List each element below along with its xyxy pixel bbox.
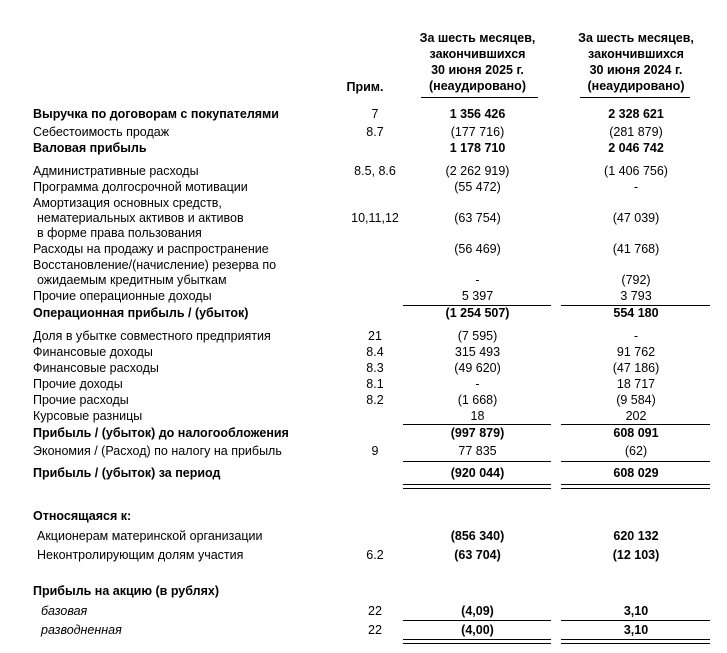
row-label: Акционерам материнской организации: [37, 529, 263, 543]
table-row: [0, 210, 727, 226]
row-label: в форме права пользования: [37, 226, 202, 240]
table-row: [0, 528, 727, 544]
row-note: 22: [368, 623, 382, 637]
total-double-line: [561, 484, 710, 489]
header-line: 30 июня 2024 г.: [589, 63, 683, 77]
row-label: Восстановление/(начисление) резерва по: [33, 258, 277, 272]
row-value-2024: 554 180: [613, 306, 659, 320]
row-value-2024: (47 186): [612, 361, 660, 375]
subtotal-line: [403, 461, 551, 462]
header-line: За шесть месяцев,: [578, 31, 694, 45]
note-column-header: Прим.: [346, 80, 384, 94]
table-row: [0, 443, 727, 459]
row-value-2024: (47 039): [612, 211, 660, 225]
row-label: Себестоимость продаж: [33, 125, 170, 139]
table-row: [0, 195, 727, 211]
row-value-2025: (4,09): [461, 604, 494, 618]
table-row: [0, 140, 727, 156]
table-row: [0, 272, 727, 288]
row-value-2024: (62): [624, 444, 648, 458]
row-value-2025: (56 469): [454, 242, 501, 256]
row-note: 9: [371, 444, 379, 458]
header-underline: [580, 97, 690, 98]
row-note: 6.2: [366, 548, 384, 562]
row-value-2024: 202: [625, 409, 647, 423]
row-label: Выручка по договорам с покупателями: [33, 107, 279, 121]
row-label: Курсовые разницы: [33, 409, 143, 423]
header-line: За шесть месяцев,: [419, 31, 536, 45]
header-line: закончившихся: [588, 47, 684, 61]
row-label: Прочие расходы: [33, 393, 129, 407]
table-row: [0, 508, 727, 524]
row-label: Прибыль на акцию (в рублях): [33, 584, 219, 598]
row-value-2025: (55 472): [454, 180, 501, 194]
row-value-2025: (63 754): [454, 211, 501, 225]
row-label: Неконтролирующим долям участия: [37, 548, 244, 562]
row-note: 10,11,12: [351, 211, 399, 225]
row-label: ожидаемым кредитным убыткам: [37, 273, 227, 287]
separator-line: [561, 620, 710, 621]
table-row: [0, 603, 727, 619]
row-label: Амортизация основных средств,: [33, 196, 222, 210]
row-value-2025: -: [475, 273, 480, 287]
row-value-2025: 1 356 426: [449, 107, 506, 121]
row-value-2025: (1 254 507): [445, 306, 510, 320]
row-label: Экономия / (Расход) по налогу на прибыль: [33, 444, 282, 458]
table-row: [0, 288, 727, 304]
row-note: 8.5, 8.6: [354, 164, 396, 178]
row-value-2024: 2 328 621: [608, 107, 664, 121]
row-value-2025: (997 879): [450, 426, 505, 440]
table-row: [0, 257, 727, 273]
row-value-2025: -: [475, 377, 480, 391]
row-label: нематериальных активов и активов: [37, 211, 244, 225]
row-note: 8.1: [366, 377, 384, 391]
total-double-line: [561, 639, 710, 644]
row-note: 8.2: [366, 393, 384, 407]
row-note: 21: [368, 329, 382, 343]
row-note: 8.7: [366, 125, 384, 139]
row-value-2024: (9 584): [616, 393, 656, 407]
row-note: 8.3: [366, 361, 384, 375]
row-value-2024: 2 046 742: [608, 141, 664, 155]
total-double-line: [403, 484, 551, 489]
row-value-2025: (63 704): [454, 548, 501, 562]
row-label: Финансовые доходы: [33, 345, 153, 359]
row-label: разводненная: [41, 623, 122, 637]
row-note: 22: [368, 604, 382, 618]
row-value-2024: 3,10: [623, 604, 649, 618]
row-value-2024: (792): [621, 273, 651, 287]
row-label: Прочие доходы: [33, 377, 123, 391]
table-row: [0, 106, 727, 122]
table-row: [0, 124, 727, 140]
row-label: Доля в убытке совместного предприятия: [33, 329, 271, 343]
table-row: [0, 225, 727, 241]
row-label: Прочие операционные доходы: [33, 289, 212, 303]
row-value-2025: (1 668): [457, 393, 498, 407]
row-value-2025: (920 044): [450, 466, 505, 480]
row-value-2025: (49 620): [454, 361, 501, 375]
row-value-2025: 18: [470, 409, 485, 423]
row-label: Расходы на продажу и распространение: [33, 242, 269, 256]
header-line: (неаудировано): [587, 79, 685, 93]
row-value-2024: 608 091: [613, 426, 659, 440]
header-line: (неаудировано): [429, 79, 526, 93]
table-row: [0, 622, 727, 638]
row-value-2024: (1 406 756): [604, 164, 668, 178]
row-label: Операционная прибыль / (убыток): [33, 306, 249, 320]
table-row: [0, 583, 727, 599]
row-value-2024: 91 762: [616, 345, 656, 359]
row-note: 8.4: [366, 345, 384, 359]
row-value-2025: (7 595): [457, 329, 498, 343]
table-row: [0, 547, 727, 563]
total-double-line: [403, 639, 551, 644]
row-value-2024: (41 768): [612, 242, 660, 256]
row-label: Прибыль / (убыток) за период: [33, 466, 221, 480]
separator-line: [403, 620, 551, 621]
column-header-2024: [558, 30, 714, 94]
header-underline: [421, 97, 538, 98]
column-header-2025: [400, 30, 555, 94]
table-row: [0, 360, 727, 376]
row-value-2024: (12 103): [612, 548, 660, 562]
row-value-2025: 77 835: [458, 444, 497, 458]
table-row: [0, 163, 727, 179]
table-row: [0, 328, 727, 344]
row-label: базовая: [41, 604, 88, 618]
row-value-2025: (2 262 919): [445, 164, 510, 178]
row-value-2024: -: [633, 329, 639, 343]
row-value-2025: 5 397: [461, 289, 494, 303]
row-label: Валовая прибыль: [33, 141, 147, 155]
row-value-2025: 315 493: [454, 345, 501, 359]
row-label: Программа долгосрочной мотивации: [33, 180, 248, 194]
table-row: [0, 425, 727, 441]
subtotal-line: [561, 461, 710, 462]
table-row: [0, 408, 727, 424]
header-line: закончившихся: [429, 47, 526, 61]
row-value-2024: 3 793: [620, 289, 652, 303]
table-row: [0, 465, 727, 481]
row-value-2024: 608 029: [613, 466, 659, 480]
row-label: Относящаяся к:: [33, 509, 132, 523]
row-label: Административные расходы: [33, 164, 199, 178]
row-value-2024: 620 132: [613, 529, 659, 543]
table-row: [0, 305, 727, 321]
row-value-2024: 3,10: [623, 623, 649, 637]
table-row: [0, 344, 727, 360]
row-value-2024: (281 879): [609, 125, 663, 139]
row-label: Финансовые расходы: [33, 361, 159, 375]
table-row: [0, 241, 727, 257]
table-row: [0, 392, 727, 408]
row-note: 7: [371, 107, 379, 121]
row-value-2024: -: [633, 180, 639, 194]
table-row: [0, 179, 727, 195]
header-line: 30 июня 2025 г.: [431, 63, 524, 77]
row-value-2025: (4,00): [461, 623, 494, 637]
row-value-2025: (856 340): [450, 529, 505, 543]
row-value-2025: 1 178 710: [449, 141, 506, 155]
row-value-2025: (177 716): [450, 125, 505, 139]
table-row: [0, 376, 727, 392]
row-label: Прибыль / (убыток) до налогообложения: [33, 426, 289, 440]
row-value-2024: 18 717: [616, 377, 656, 391]
